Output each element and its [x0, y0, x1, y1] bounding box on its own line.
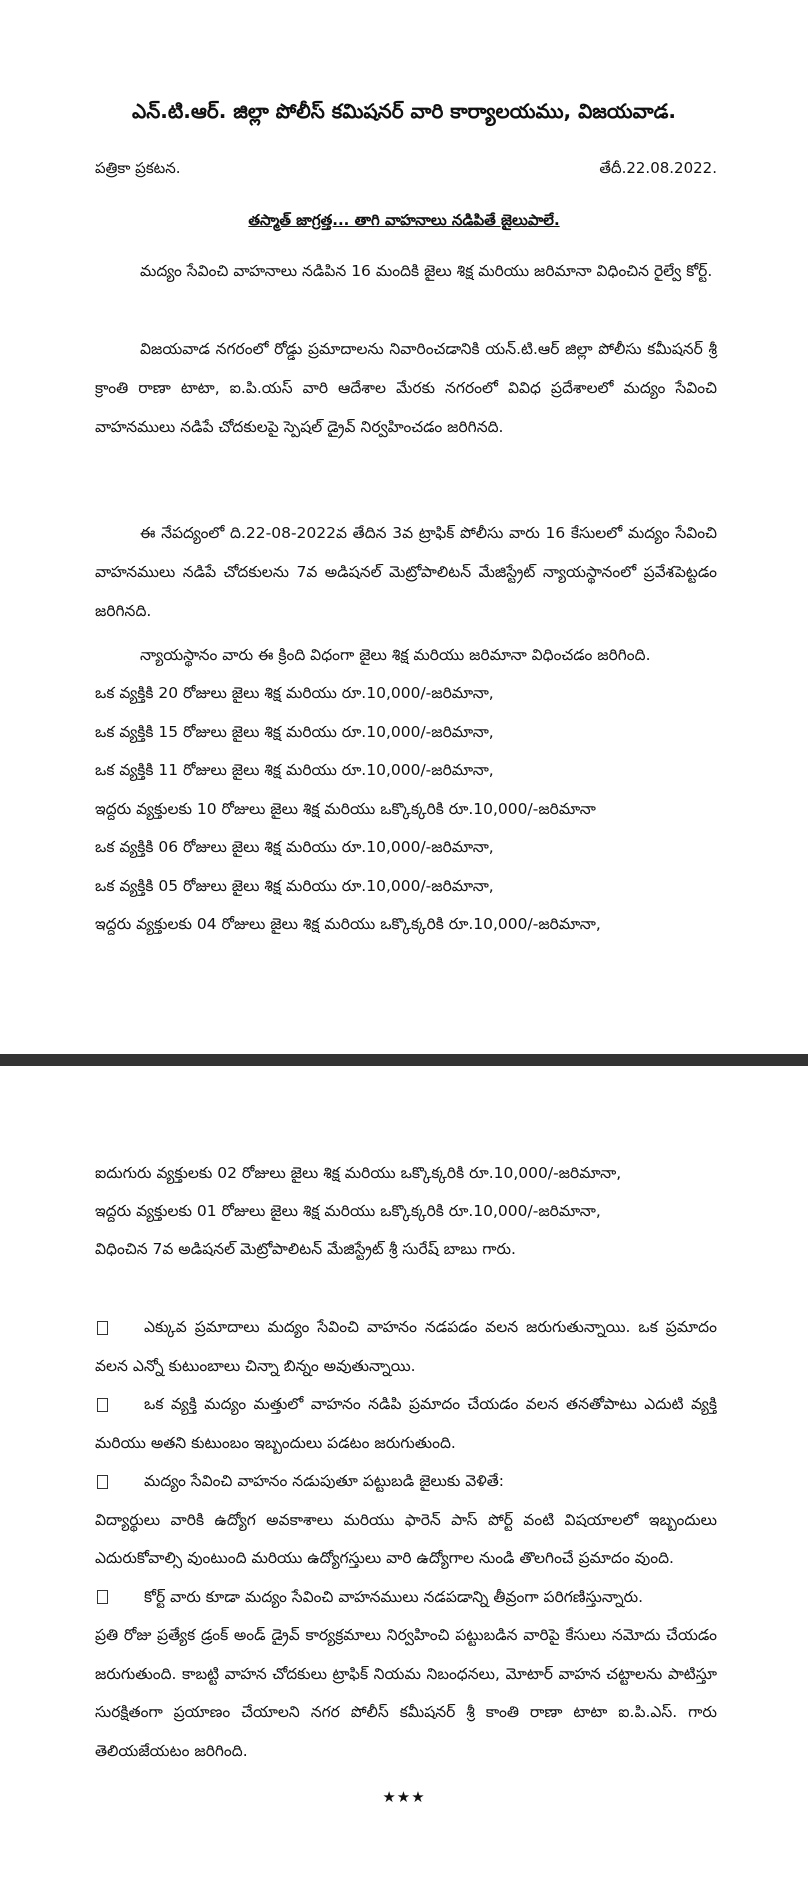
paragraph-3-text: ఈ నేపద్యంలో ది.22-08-2022వ తేదిన 3వ ట్రాఫిక్ పోలీసు వారు 16 కేసులలో మద్యం సేవించి వాహనములు నడిపే చోదకులను 7వ అడిషనల్ మెట్రోపాలిటన్ మేజిస్ట్రేట్ న్యాయస్థానంలో ప్రవేశపెట్టడం జరిగినది.	[95, 524, 717, 620]
paragraph-1	[95, 252, 717, 291]
list-item: ఒక వ్యక్తికి 06 రోజులు జైలు శిక్ష మరియు రూ.10,000/-జరిమానా,	[95, 838, 494, 856]
office-title: ఎన్.టి.ఆర్. జిల్లా పోలీస్ కమిషనర్ వారి కార్యాలయము, విజయవాడ.	[131, 99, 677, 123]
bullet-box-icon	[97, 1321, 108, 1335]
list-item: ఐదుగురు వ్యక్తులకు 02 రోజులు జైలు శిక్ష మరియు ఒక్కొక్కరికి రూ.10,000/-జరిమానా,	[95, 1164, 622, 1182]
meta-row	[95, 156, 717, 180]
paragraph-1-text: మద్యం సేవించి వాహనాలు నడిపిన 16 మందికి జైలు శిక్ష మరియు జరిమానా విధించిన రైల్వే కోర్ట్.	[140, 262, 713, 280]
bullet-box-icon	[97, 1590, 108, 1604]
paragraph-4-text: న్యాయస్థానం వారు ఈ క్రింది విధంగా జైలు శిక్ష మరియు జరిమానా విధించడం జరిగింది.	[140, 646, 651, 664]
list-item: విధించిన 7వ అడిషనల్ మెట్రోపాలిటన్ మేజిస్ట్రేట్ శ్రీ సురేష్ బాబు గారు.	[95, 1240, 516, 1258]
bullet-4-text: కోర్ట్ వారు కూడా మద్యం సేవించి వాహనములు నడపడాన్ని తీవ్రంగా పరిగణిస్తున్నారు.	[144, 1587, 644, 1606]
document-page-2	[0, 1066, 808, 1880]
list-item: ఇద్దరు వ్యక్తులకు 01 రోజులు జైలు శిక్ష మరియు ఒక్కొక్కరికి రూ.10,000/-జరిమానా,	[95, 1202, 601, 1220]
list-item: ఒక వ్యక్తికి 11 రోజులు జైలు శిక్ష మరియు రూ.10,000/-జరిమానా,	[95, 761, 494, 779]
end-stars: ★★★	[382, 1788, 426, 1806]
closing-paragraph: ప్రతి రోజు ప్రత్యేక డ్రంక్ అండ్ డ్రైవ్ కార్యక్రమాలు నిర్వహించి పట్టుబడిన వారిపై కేసులు నమోదు చేయడం జరుగుతుంది. కాబట్టి వాహన చోదకులు ట్రాఫిక్ నియమ నిబంధనలు, మోటార్ వాహన చట్టాలను పాటిస్తూ సురక్షితంగా ప్రయాణం చేయాలని నగర పోలీస్ కమీషనర్ శ్రీ కాంతి రాణా టాటా ఐ.పి.ఎస్. గారు తెలియజేయటం జరిగింది.	[95, 1626, 717, 1760]
bullet-1-text: ఎక్కువ ప్రమాదాలు మద్యం సేవించి వాహనం నడపడం వలన జరుగుతున్నాయి. ఒక ప్రమాదం వలన ఎన్నో కుటుంబాలు చిన్నా బిన్నం అవుతున్నాయి.	[95, 1318, 717, 1375]
date-label: తేదీ.22.08.2022.	[599, 159, 717, 177]
list-item: ఇద్దరు వ్యక్తులకు 10 రోజులు జైలు శిక్ష మరియు ఒక్కొక్కరికి రూ.10,000/-జరిమానా	[95, 799, 596, 818]
bullet-box-icon	[97, 1475, 108, 1489]
bullet-3-text: మద్యం సేవించి వాహనం నడుపుతూ పట్టుబడి జైలుకు వెళితే:	[144, 1472, 505, 1490]
sentence-list-continued	[95, 1154, 717, 1268]
bullet-item	[95, 1462, 717, 1501]
list-item: ఒక వ్యక్తికి 05 రోజులు జైలు శిక్ష మరియు రూ.10,000/-జరిమానా,	[95, 876, 494, 895]
list-item: ఒక వ్యక్తికి 20 రోజులు జైలు శిక్ష మరియు రూ.10,000/-జరిమానా,	[95, 684, 494, 702]
headline-text: తస్మాత్ జాగ్రత్త... తాగి వాహనాలు నడిపితే జైలుపాలే.	[248, 211, 560, 229]
bullet-item	[95, 1578, 717, 1617]
page-separator	[0, 1054, 808, 1066]
paragraph-2-text: విజయవాడ నగరంలో రోడ్డు ప్రమాదాలను నివారించడానికి యన్.టి.ఆర్ జిల్లా పోలీసు కమీషనర్ శ్రీ క్రాంతి రాణా టాటా, ఐ.పి.యస్ వారి ఆదేశాల మేరకు నగరంలో వివిధ ప్రదేశాలలో మద్యం సేవించి వాహనములు నడిపే చోదకులపై స్పెషల్ డ్రైవ్ నిర్వహించడం జరిగినది.	[95, 340, 717, 436]
bullet-continuation: విద్యార్థులు వారికి ఉద్యోగ అవకాశాలు మరియు ఫారెన్ పాస్ పోర్ట్ వంటి విషయాలలో ఇబ్బందులు ఎదురుకోవాల్సి వుంటుంది మరియు ఉద్యోగస్తులు వారి ఉద్యోగాల నుండి తొలగించే ప్రమాదం వుంది.	[95, 1510, 717, 1567]
bullet-points	[95, 1308, 717, 1770]
bullet-item	[95, 1385, 717, 1462]
list-item: ఒక వ్యక్తికి 15 రోజులు జైలు శిక్ష మరియు రూ.10,000/-జరిమానా,	[95, 722, 494, 741]
list-item: ఇద్దరు వ్యక్తులకు 04 రోజులు జైలు శిక్ష మరియు ఒక్కొక్కరికి రూ.10,000/-జరిమానా,	[95, 915, 601, 933]
bullet-box-icon	[97, 1398, 108, 1412]
bullet-item	[95, 1308, 717, 1385]
bullet-2-text: ఒక వ్యక్తి మద్యం మత్తులో వాహనం నడిపి ప్రమాదం చేయడం వలన తనతోపాటు ఎదుటి వ్యక్తి మరియు అతని కుటుంబం ఇబ్బందులు పడటం జరుగుతుంది.	[95, 1395, 717, 1452]
sentence-list	[95, 674, 717, 944]
press-note-label: పత్రికా ప్రకటన.	[95, 159, 181, 177]
paragraph-3	[95, 514, 717, 631]
paragraph-4	[95, 636, 717, 675]
paragraph-2	[95, 330, 717, 447]
headline	[0, 208, 808, 232]
